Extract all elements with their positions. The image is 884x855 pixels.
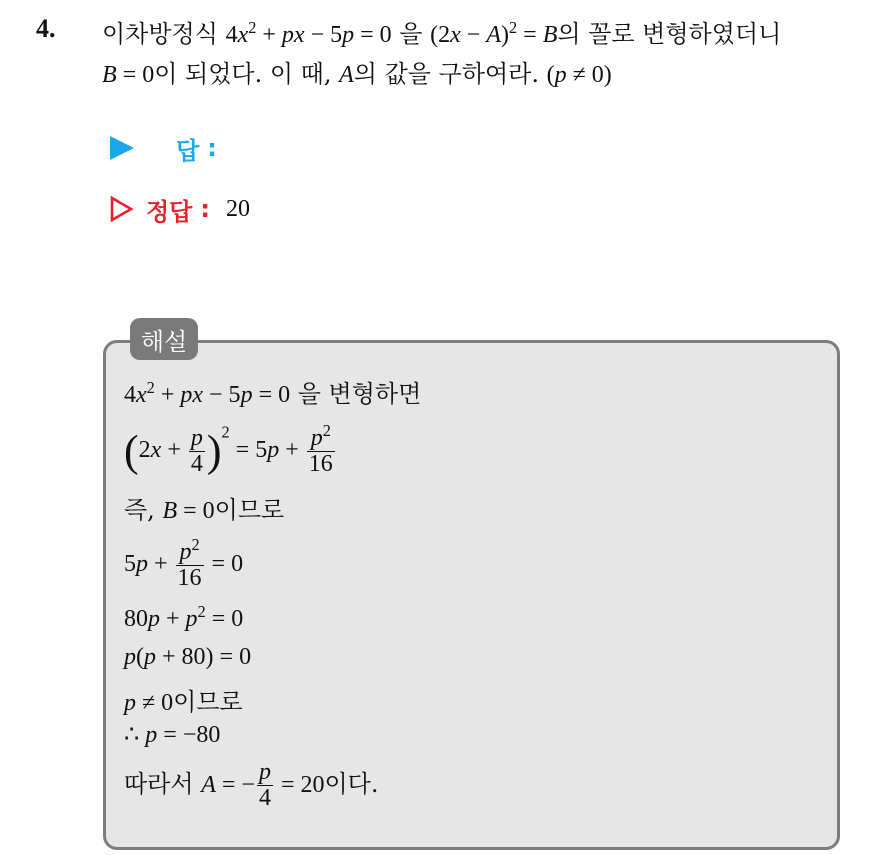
eq-operator: +: [148, 551, 174, 578]
condition-p-not-zero: [547, 62, 612, 88]
correct-answer-colon: :: [200, 195, 210, 223]
eq-var-p: p: [148, 606, 160, 632]
eq-var-p: p: [267, 437, 280, 464]
eq-var-x: x: [150, 437, 162, 464]
solution-line-4: [124, 535, 244, 592]
eq-rhs: ≠ 0: [136, 690, 174, 716]
eq-var-b: B: [102, 62, 117, 88]
denominator: 4: [258, 785, 271, 812]
eq-operator: +: [279, 437, 305, 464]
correct-answer-value: 20: [225, 195, 250, 222]
eq-var-p: p: [310, 425, 323, 451]
solution-text: 이므로: [173, 688, 243, 716]
solution-text: 이므로: [214, 496, 285, 524]
eq-paren: (: [546, 62, 555, 88]
correct-answer-label: 정답: [146, 197, 193, 226]
eq-var-p: p: [124, 690, 136, 716]
denominator: 16: [177, 565, 202, 592]
eq-rhs: = 0: [354, 22, 392, 48]
eq-exponent: 2: [146, 378, 155, 398]
eq-rhs: = 0: [177, 498, 215, 524]
solution-line-5: [124, 602, 244, 633]
eq-var-b: B: [162, 498, 178, 524]
answer-label: 답: [176, 136, 200, 165]
question-tail-text: 의 꼴로 변형하였더니: [557, 20, 782, 48]
eq-var-p: p: [179, 539, 192, 565]
eq-operator: +: [256, 22, 282, 48]
eq-rhs: = −80: [157, 722, 221, 748]
question-mid-text: 을: [391, 20, 431, 48]
equation-b-zero: [102, 62, 154, 88]
numerator: [177, 535, 201, 565]
eq-coef: 4: [124, 382, 136, 408]
fraction-p-over-4: [257, 760, 273, 811]
question-number: 4.: [36, 14, 56, 43]
eq-coef: 80: [124, 606, 148, 632]
eq-var-x: x: [450, 22, 461, 48]
fraction-p-over-4: [189, 426, 205, 477]
question-tail-text: 의 값을 구하여라.: [353, 60, 547, 88]
eq-var-b: B: [542, 22, 558, 48]
solution-line-7: [124, 682, 243, 717]
eq-paren: ): [501, 22, 509, 48]
eq-var-x: x: [136, 382, 147, 408]
eq-operator: −: [460, 22, 487, 48]
denominator: 4: [190, 451, 203, 478]
question-lead-text: 이차방정식: [102, 20, 226, 48]
eq-rhs: = 0: [116, 62, 155, 88]
eq-exponent: 2: [509, 18, 518, 38]
eq-rhs: = 20: [274, 772, 325, 799]
denominator: 16: [308, 451, 333, 478]
outline-arrow-icon: [110, 196, 134, 222]
eq-operator: = −: [215, 772, 255, 799]
eq-coef: 2: [138, 437, 151, 464]
eq-var-p: p: [185, 606, 198, 632]
eq-operator: − 5: [304, 22, 343, 48]
solution-line-2: [124, 421, 337, 478]
eq-rhs: = 0: [252, 382, 291, 408]
question-mid-text: 이 되었다. 이 때,: [154, 60, 340, 88]
right-paren: ): [206, 426, 222, 476]
eq-var-p: p: [144, 644, 156, 670]
solution-text: 이다.: [324, 770, 379, 799]
fraction-p2-over-16: [176, 535, 204, 592]
eq-coef: 4: [225, 22, 238, 48]
solution-line-3: [124, 490, 284, 525]
equation: [124, 378, 291, 408]
eq-rhs: ≠ 0): [566, 62, 612, 88]
eq-var-p: p: [145, 722, 158, 748]
eq-var-p: p: [240, 382, 253, 408]
eq-var-x: x: [237, 22, 249, 48]
question-text-line-1: [102, 14, 781, 49]
correct-answer-row: [110, 191, 250, 227]
eq-exponent: 2: [248, 18, 257, 38]
eq-exponent: 2: [322, 421, 331, 441]
solution-text: 을 변형하면: [290, 380, 422, 408]
left-paren: (: [124, 426, 139, 476]
eq-part: (2: [430, 22, 451, 48]
equation-target-form: [430, 18, 558, 48]
answer-colon: :: [207, 134, 217, 162]
eq-operator: +: [160, 606, 186, 632]
solution-line-9: [124, 760, 378, 811]
eq-var-a: A: [486, 22, 501, 48]
eq-paren: (: [136, 644, 144, 670]
eq-coef: 5: [124, 551, 136, 578]
solution-line-6: [124, 644, 251, 671]
solution-text: 즉,: [124, 496, 163, 524]
numerator: [309, 421, 333, 451]
solution-line-8: [124, 720, 220, 749]
eq-var-p: p: [136, 551, 148, 578]
equation-original: [225, 18, 392, 48]
solution-line-1: [124, 374, 421, 409]
fraction-p2-over-16: [307, 421, 335, 478]
eq-exponent: 2: [191, 535, 200, 555]
eq-operator: =: [517, 22, 543, 48]
eq-var-p: p: [124, 644, 136, 670]
numerator: p: [258, 759, 271, 785]
eq-rhs: + 80) = 0: [156, 644, 252, 670]
eq-operator: +: [161, 437, 187, 464]
eq-operator: − 5: [203, 382, 241, 408]
eq-rhs: = 0: [205, 551, 244, 578]
eq-term-px: px: [180, 382, 204, 408]
eq-rhs: = 0: [205, 606, 244, 632]
solution-text: 따라서: [124, 770, 202, 799]
numerator: p: [190, 425, 203, 451]
eq-operator: = 5: [229, 437, 268, 464]
eq-var-a: A: [201, 772, 216, 799]
eq-var-p: p: [342, 22, 355, 48]
question-text-line-2: [102, 54, 612, 89]
therefore-symbol: ∴: [124, 722, 146, 748]
eq-exponent: 2: [197, 602, 206, 622]
eq-var-a: A: [339, 62, 354, 88]
solution-tab: 해설: [130, 318, 198, 360]
answer-row: [110, 130, 217, 166]
eq-term-px: px: [281, 22, 305, 48]
eq-operator: +: [154, 382, 181, 408]
eq-var-p: p: [554, 62, 567, 88]
solid-arrow-icon: [110, 136, 134, 160]
eq-exponent: 2: [221, 422, 230, 442]
